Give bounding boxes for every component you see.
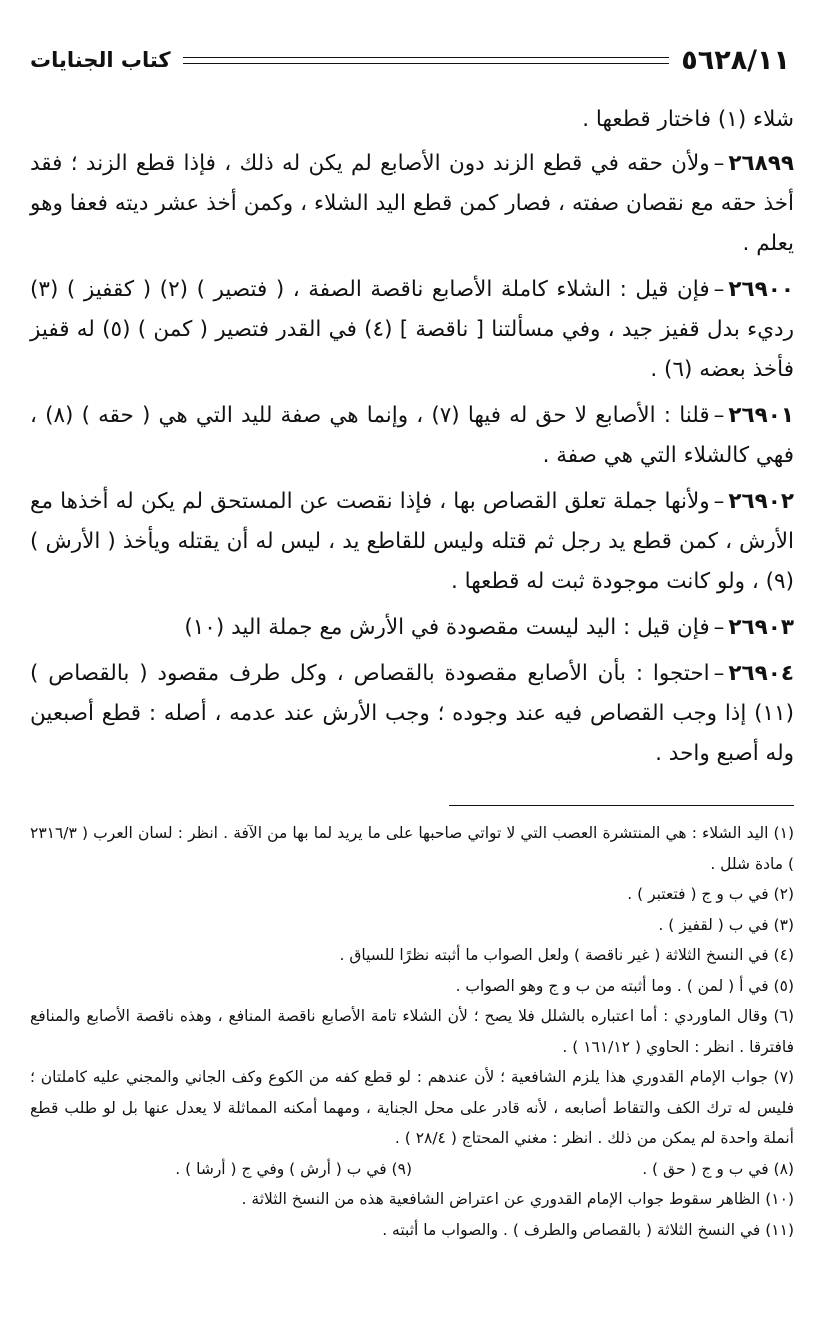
footnote: (٤) في النسخ الثلاثة ( غير ناقصة ) ولعل الصواب ما أثبته نظرًا للسياق .	[339, 946, 794, 964]
paragraph-dash: –	[713, 403, 725, 428]
paragraph-text: ولأن حقه في قطع الزند دون الأصابع لم يكن له ذلك ، فإذا قطع الزند ؛ فقد أخذ حقه مع نقصان صفته ، فصار كمن قطع اليد الشلاء ، وكمن أخذ عشر ديته فعفا وهو يعلم .	[30, 151, 794, 256]
footnote-separator	[449, 805, 794, 806]
paragraph-number: ٢٦٩٠١	[728, 403, 794, 428]
page-number: ٥٦٢٨/١١	[681, 44, 790, 76]
paragraph-dash: –	[713, 277, 725, 302]
paragraph-text: احتجوا : بأن الأصابع مقصودة بالقصاص ، وكل طرف مقصود ( بالقصاص ) (١١) إذا وجب القصاص فيه عند وجوده ؛ وجب الأرش عند عدمه ، أصله : قطع أصبعين وله أصبع واحد .	[30, 661, 794, 766]
paragraph-number: ٢٦٩٠٤	[728, 661, 794, 686]
paragraph-dash: –	[713, 151, 725, 176]
paragraph	[30, 608, 794, 648]
paragraph	[30, 482, 794, 602]
paragraph-number: ٢٦٩٠٢	[728, 489, 794, 514]
footnote: (٣) في ب ( لقفيز ) .	[658, 915, 794, 934]
paragraph-dash: –	[713, 489, 725, 514]
paragraph	[30, 654, 794, 774]
footnote: (١٠) الظاهر سقوط جواب الإمام القدوري عن اعتراض الشافعية هذه من النسخ الثلاثة .	[241, 1190, 794, 1208]
paragraph	[30, 144, 794, 264]
paragraph-number: ٢٦٨٩٩	[728, 151, 794, 176]
footnote: (٩) في ب ( أرش ) وفي ج ( أرشا ) .	[175, 1159, 412, 1178]
footnote: (١١) في النسخ الثلاثة ( بالقصاص والطرف ) . والصواب ما أثبته .	[382, 1220, 794, 1239]
footnote: (٦) وقال الماوردي : أما اعتباره بالشلل فلا يصح ؛ لأن الشلاء تامة الأصابع ناقصة المنافع ، وهذه ناقصة الأصابع والمنافع فافترقا . انظر : الحاوي ( ١٦١/١٢ ) .	[30, 1007, 794, 1056]
paragraph-number: ٢٦٩٠٠	[728, 277, 794, 302]
main-text	[30, 100, 794, 780]
running-title: كتاب الجنايات	[30, 48, 171, 72]
paragraph-dash: –	[713, 615, 725, 640]
paragraph	[30, 100, 794, 140]
paragraph-dash: –	[713, 661, 725, 686]
paragraph-number: ٢٦٩٠٣	[728, 615, 794, 640]
footnote: (٥) في أ ( لمن ) . وما أثبته من ب و ج وهو الصواب .	[455, 976, 794, 995]
footnote: (١) اليد الشلاء : هي المنتشرة العصب التي لا تواتي صاحبها على ما يريد لما بها من الآفة . انظر : لسان العرب ( ٢٣١٦/٣ ) مادة شلل .	[30, 824, 794, 873]
paragraph	[30, 396, 794, 476]
footnote: (٢) في ب و ج ( فتعتبر ) .	[627, 885, 794, 903]
page-header	[30, 40, 790, 80]
paragraph-text: قلنا : الأصابع لا حق له فيها (٧) ، وإنما هي صفة لليد التي هي ( حقه ) (٨) ، فهي كالشلاء التي هي صفة .	[30, 403, 794, 468]
paragraph-text: فإن قيل : اليد ليست مقصودة في الأرش مع جملة اليد (١٠)	[184, 615, 710, 640]
header-double-rule	[183, 57, 670, 64]
paragraph-text: ولأنها جملة تعلق القصاص بها ، فإذا نقصت عن المستحق لم يكن له أخذها مع الأرش ، كمن قطع يد رجل ثم قتله وليس للقاطع يد ، ليس له أن يقتله ويأخذ ( الأرش ) (٩) ، ولو كانت موجودة ثبت له قطعها .	[30, 489, 794, 594]
paragraph-text: فإن قيل : الشلاء كاملة الأصابع ناقصة الصفة ، ( فتصير ) (٢) ( كقفيز ) (٣) رديء بدل قفيز جيد ، وفي مسألتنا [ ناقصة ] (٤) في القدر فتصير ( كمن ) (٥) له قفيز فأخذ بعضه (٦) .	[30, 277, 795, 382]
footnotes	[30, 818, 794, 1245]
footnote: (٨) في ب و ج ( حق ) .	[642, 1159, 794, 1178]
footnote-pair	[30, 1154, 794, 1185]
paragraph-text: شلاء (١) فاختار قطعها .	[582, 107, 794, 132]
paragraph	[30, 270, 794, 390]
footnote: (٧) جواب الإمام القدوري هذا يلزم الشافعية ؛ لأن عندهم : لو قطع كفه من الكوع وكف الجاني والمجني عليه كاملتان ؛ فليس له ترك الكف والتقاط أصابعه ، لأنه قادر على محل الجناية ، ومهما أمكنه المماثلة لا يعدل عنها بل لو طلب قطع أنملة واحدة لم يمكن من ذلك . انظر : مغني المحتاج ( ٢٨/٤ ) .	[30, 1068, 794, 1147]
